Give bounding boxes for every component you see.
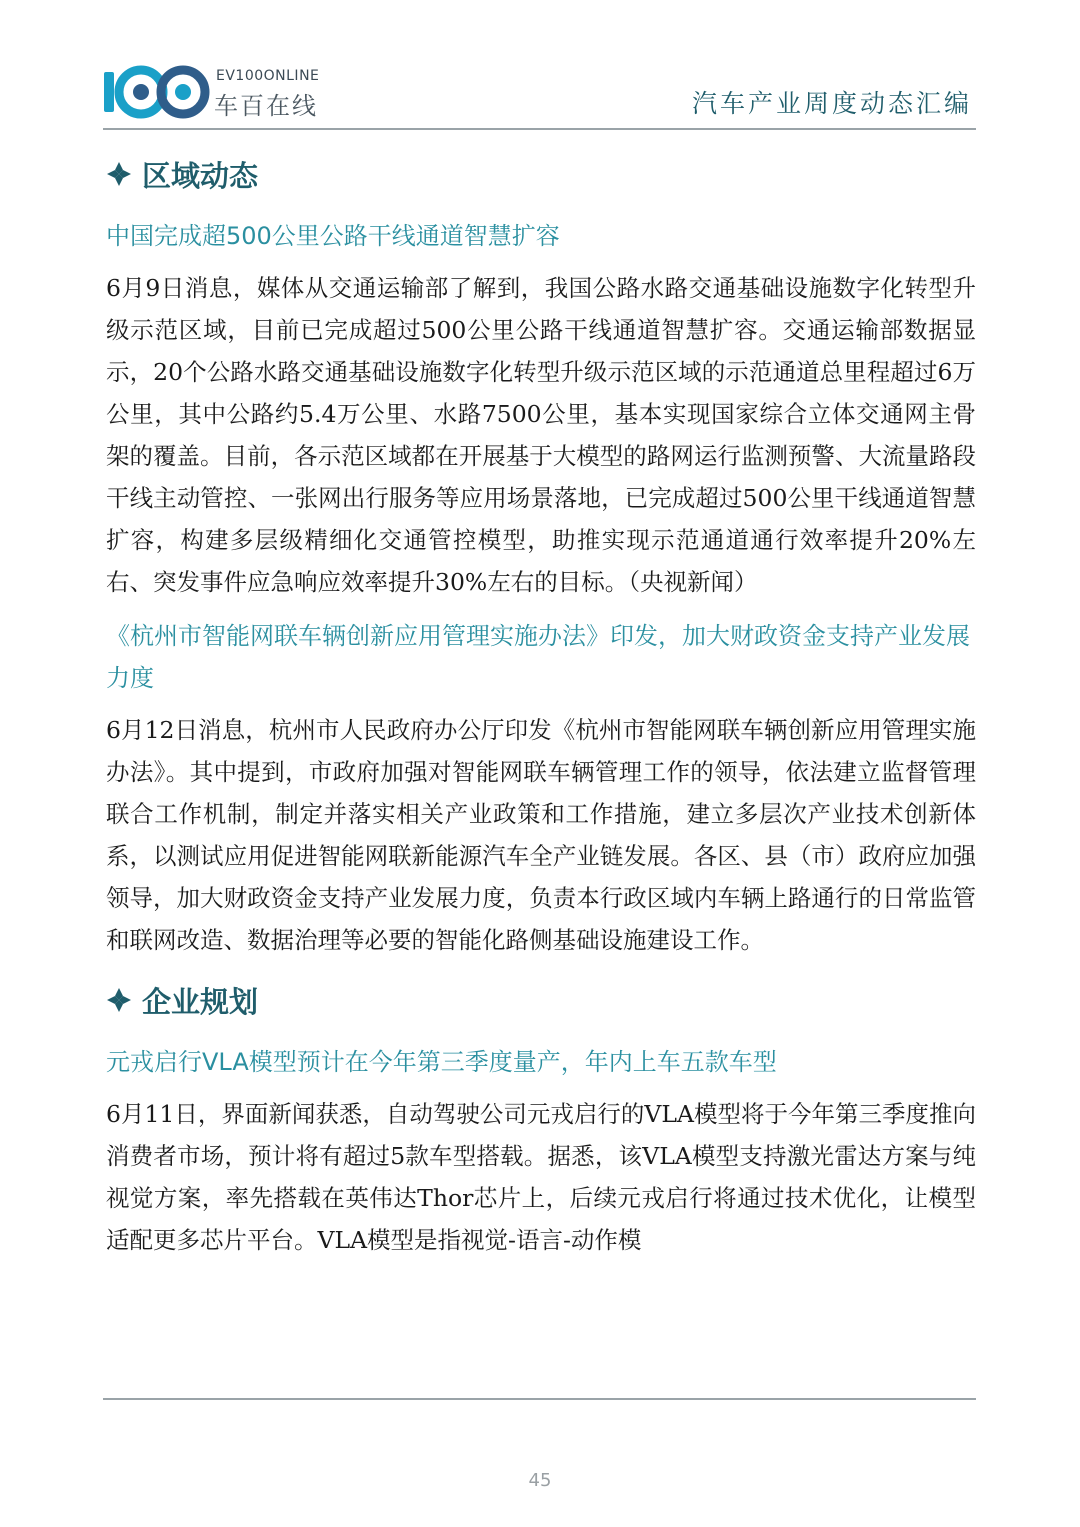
diamond-bullet-icon (106, 987, 132, 1013)
article-body: 6月11日，界面新闻获悉，自动驾驶公司元戎启行的VLA模型将于今年第三季度推向消费者市场，预计将有超过5款车型搭载。据悉，该VLA模型支持激光雷达方案与纯视觉方案，率先搭载在英伟达Thor芯片上，后续元戎启行将通过技术优化，让模型适配更多芯片平台。VLA模型是指视觉-语言-动作模 (106, 1100, 976, 1254)
page-number: 45 (528, 1470, 552, 1491)
article-title: 元戎启行VLA模型预计在今年第三季度量产，年内上车五款车型 (106, 1048, 777, 1076)
report-title: 汽车产业周度动态汇编 (691, 89, 972, 118)
ev100-logo (103, 62, 323, 122)
section-title-text: 区域动态 (142, 158, 259, 193)
article-title: 《杭州市智能网联车辆创新应用管理实施办法》印发，加大财政资金支持产业发展力度 (106, 622, 970, 692)
ev100-logo-icon (103, 64, 211, 120)
article-body: 6月9日消息，媒体从交通运输部了解到，我国公路水路交通基础设施数字化转型升级示范区域，目前已完成超过500公里公路干线通道智慧扩容。交通运输部数据显示，20个公路水路交通基础设施数字化转型升级示范区域的示范通道总里程超过6万公里，其中公路约5.4万公里、水路7500公里，基本实现国家综合立体交通网主骨架的覆盖。目前，各示范区域都在开展基于大模型的路网运行监测预警、大流量路段干线主动管控、一张网出行服务等应用场景落地，已完成超过500公里干线通道智慧扩容，构建多层级精细化交通管控模型，助推实现示范通道通行效率提升20%左右、突发事件应急响应效率提升30%左右的目标。（央视新闻） (106, 274, 976, 596)
diamond-bullet-icon (106, 161, 132, 187)
page-header (103, 62, 976, 128)
logo-chinese-text: 车百在线 (214, 92, 318, 120)
section-title-enterprise (106, 971, 976, 1029)
logo-english-text: EV100ONLINE (216, 68, 320, 84)
main-content (106, 145, 976, 1265)
section-title-text: 企业规划 (142, 984, 259, 1019)
article-title: 中国完成超500公里公路干线通道智慧扩容 (106, 222, 560, 250)
header-divider (103, 128, 976, 130)
footer-divider (103, 1398, 976, 1400)
article-body: 6月12日消息，杭州市人民政府办公厅印发《杭州市智能网联车辆创新应用管理实施办法》。其中提到，市政府加强对智能网联车辆管理工作的领导，依法建立监督管理联合工作机制，制定并落实相关产业政策和工作措施，建立多层次产业技术创新体系，以测试应用促进智能网联新能源汽车全产业链发展。各区、县（市）政府应加强领导，加大财政资金支持产业发展力度，负责本行政区域内车辆上路通行的日常监管和联网改造、数据治理等必要的智能化路侧基础设施建设工作。 (106, 716, 976, 954)
section-title-regional (106, 145, 976, 203)
